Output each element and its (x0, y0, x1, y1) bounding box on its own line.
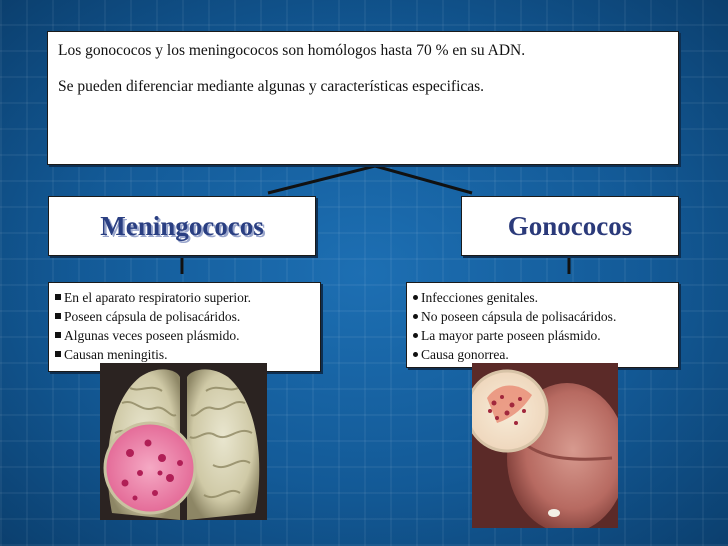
list-item-text: La mayor parte poseen plásmido. (421, 328, 601, 343)
gonococos-title: Gonococos (507, 210, 633, 241)
branch-connector (268, 166, 472, 193)
meningococos-title: Meningococos (100, 210, 264, 241)
intro-line-2: Se pueden diferenciar mediante algunas y características especificas. (58, 78, 485, 95)
list-item (55, 345, 314, 364)
intro-line-1: Los gonococos y los meningococos son homólogos hasta 70 % en su ADN. (58, 42, 526, 59)
meningococos-list-box (48, 282, 321, 372)
list-item-text: Algunas veces poseen plásmido. (64, 328, 240, 343)
list-item-text: Poseen cápsula de polisacáridos. (64, 309, 241, 324)
list-item (413, 288, 672, 307)
list-item (413, 345, 672, 364)
list-item-text: No poseen cápsula de polisacáridos. (421, 309, 617, 324)
gonococos-title-box (461, 196, 679, 256)
gonococos-list (413, 288, 672, 364)
intro-box (47, 31, 679, 165)
list-item (55, 307, 314, 326)
list-item-text: Infecciones genitales. (421, 290, 538, 305)
list-item-text: Causa gonorrea. (421, 347, 509, 362)
list-item (413, 326, 672, 345)
gonorrhea-image (472, 363, 618, 528)
meningococos-list (55, 288, 314, 364)
list-item (55, 288, 314, 307)
list-item-text: En el aparato respiratorio superior. (64, 290, 252, 305)
list-item (55, 326, 314, 345)
list-item (413, 307, 672, 326)
list-item-text: Causan meningitis. (64, 347, 168, 362)
meningococos-title-box (48, 196, 316, 256)
brain-image (100, 363, 267, 520)
gonococos-list-box (406, 282, 679, 368)
